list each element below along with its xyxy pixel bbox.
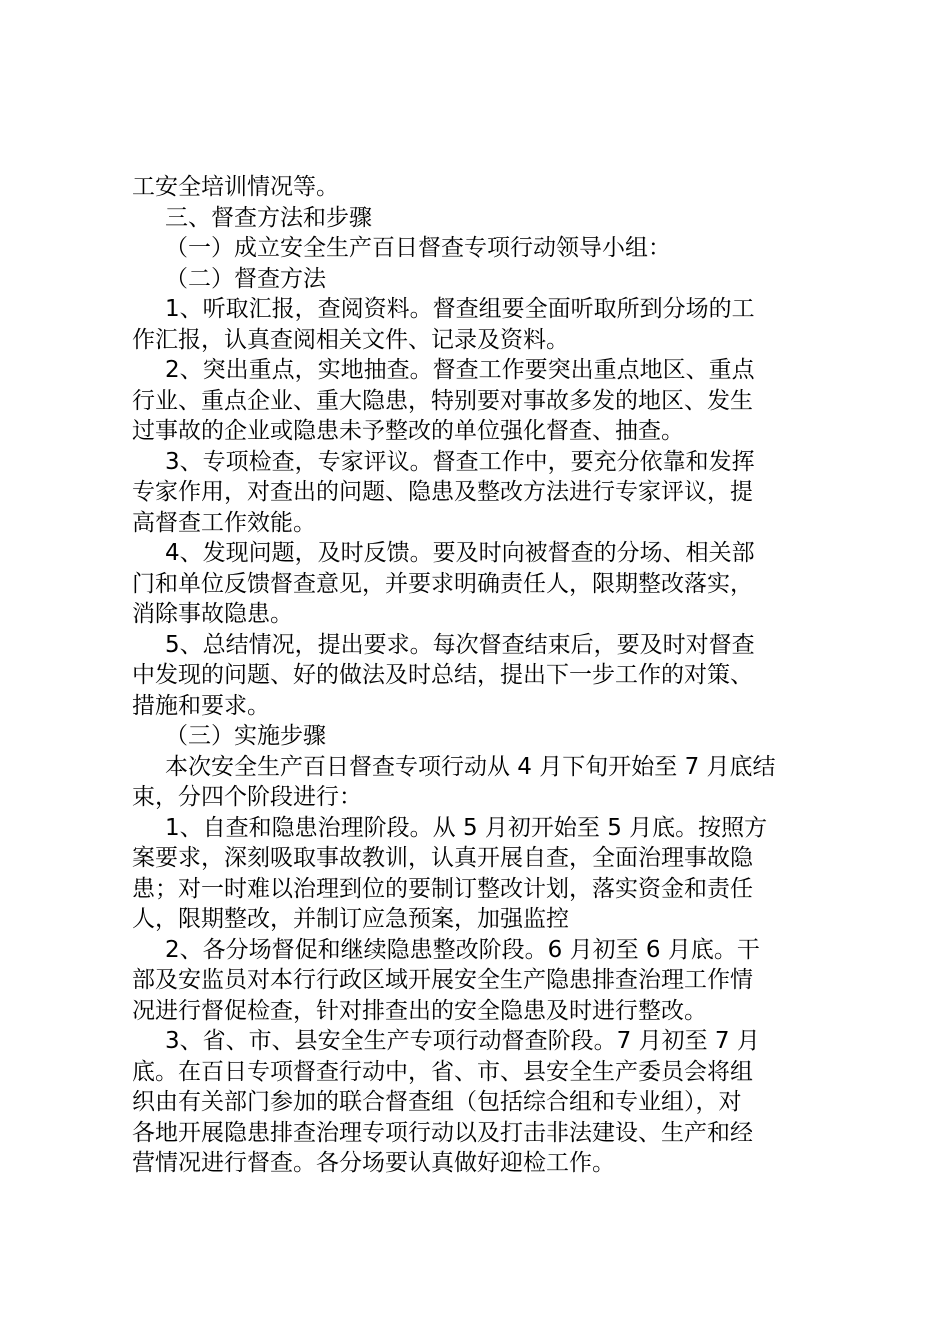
subheading-implementation-steps bbox=[132, 721, 822, 752]
text-line: 织由有关部门参加的联合督查组（包括综合组和专业组），对 bbox=[132, 1089, 742, 1115]
text-line: 4、发现问题，及时反馈。要及时向被督查的分场、相关部 bbox=[165, 540, 755, 566]
paragraph-method-2 bbox=[132, 355, 822, 447]
text-line: 三、督查方法和步骤 bbox=[165, 204, 372, 231]
text-line: （三）实施步骤 bbox=[165, 723, 326, 749]
text-line: 行业、重点企业、重大隐患，特别要对事故多发的地区、发生 bbox=[132, 387, 753, 414]
paragraph-schedule-intro bbox=[132, 752, 822, 813]
paragraph-stage-1 bbox=[132, 813, 822, 935]
text-line: 人，限期整改，并制订应急预案，加强监控 bbox=[132, 906, 569, 932]
paragraph-continuation bbox=[132, 172, 822, 203]
paragraph-stage-2 bbox=[132, 935, 822, 1027]
text-line: 消除事故隐患。 bbox=[132, 601, 293, 627]
text-line: 工安全培训情况等。 bbox=[132, 174, 339, 200]
text-line: 专家作用，对查出的问题、隐患及整改方法进行专家评议，提 bbox=[132, 479, 753, 505]
section-heading-methods-steps bbox=[132, 203, 822, 234]
text-line: 5、总结情况，提出要求。每次督查结束后，要及时对督查 bbox=[165, 631, 755, 658]
text-line: 2、突出重点，实地抽查。督查工作要突出重点地区、重点 bbox=[165, 357, 755, 383]
text-line: 本次安全生产百日督查专项行动从 4 月下旬开始至 7 月底结 bbox=[165, 753, 776, 780]
paragraph-method-4 bbox=[132, 538, 822, 630]
text-line: 高督查工作效能。 bbox=[132, 509, 316, 536]
text-line: 3、专项检查，专家评议。督查工作中，要充分依靠和发挥 bbox=[165, 448, 755, 475]
text-line: 案要求，深刻吸取事故教训，认真开展自查，全面治理事故隐 bbox=[132, 845, 753, 871]
paragraph-method-3 bbox=[132, 447, 822, 539]
text-line: 措施和要求。 bbox=[132, 692, 270, 719]
paragraph-method-5 bbox=[132, 630, 822, 722]
text-line: 患；对一时难以治理到位的要制订整改计划，落实资金和责任 bbox=[132, 875, 753, 902]
text-line: 作汇报，认真查阅相关文件、记录及资料。 bbox=[132, 326, 569, 353]
text-line: 况进行督促检查，针对排查出的安全隐患及时进行整改。 bbox=[132, 997, 707, 1024]
text-line: 部及安监员对本行行政区域开展安全生产隐患排查治理工作情 bbox=[132, 967, 753, 993]
text-line: 各地开展隐患排查治理专项行动以及打击非法建设、生产和经 bbox=[132, 1119, 753, 1146]
text-line: 束，分四个阶段进行： bbox=[132, 784, 362, 810]
text-line: 2、各分场督促和继续隐患整改阶段。6 月初至 6 月底。干 bbox=[165, 936, 760, 963]
text-line: 1、听取汇报，查阅资料。督查组要全面听取所到分场的工 bbox=[165, 296, 755, 322]
paragraph-method-1 bbox=[132, 294, 822, 355]
text-line: 1、自查和隐患治理阶段。从 5 月初开始至 5 月底。按照方 bbox=[165, 814, 768, 841]
paragraph-stage-3 bbox=[132, 1026, 822, 1179]
subheading-inspection-methods bbox=[132, 264, 822, 295]
subheading-leading-group bbox=[132, 233, 822, 264]
text-line: （一）成立安全生产百日督查专项行动领导小组： bbox=[165, 235, 671, 261]
text-line: 门和单位反馈督查意见，并要求明确责任人，限期整改落实， bbox=[132, 570, 753, 597]
text-line: 底。在百日专项督查行动中，省、市、县安全生产委员会将组 bbox=[132, 1058, 753, 1085]
text-line: 营情况进行督查。各分场要认真做好迎检工作。 bbox=[132, 1150, 615, 1176]
text-line: 过事故的企业或隐患未予整改的单位强化督查、抽查。 bbox=[132, 418, 684, 444]
text-line: 3、省、市、县安全生产专项行动督查阶段。7 月初至 7 月 bbox=[165, 1028, 760, 1054]
text-line: 中发现的问题、好的做法及时总结，提出下一步工作的对策、 bbox=[132, 662, 753, 688]
text-line: （二）督查方法 bbox=[165, 265, 326, 292]
document-body bbox=[132, 172, 822, 1179]
